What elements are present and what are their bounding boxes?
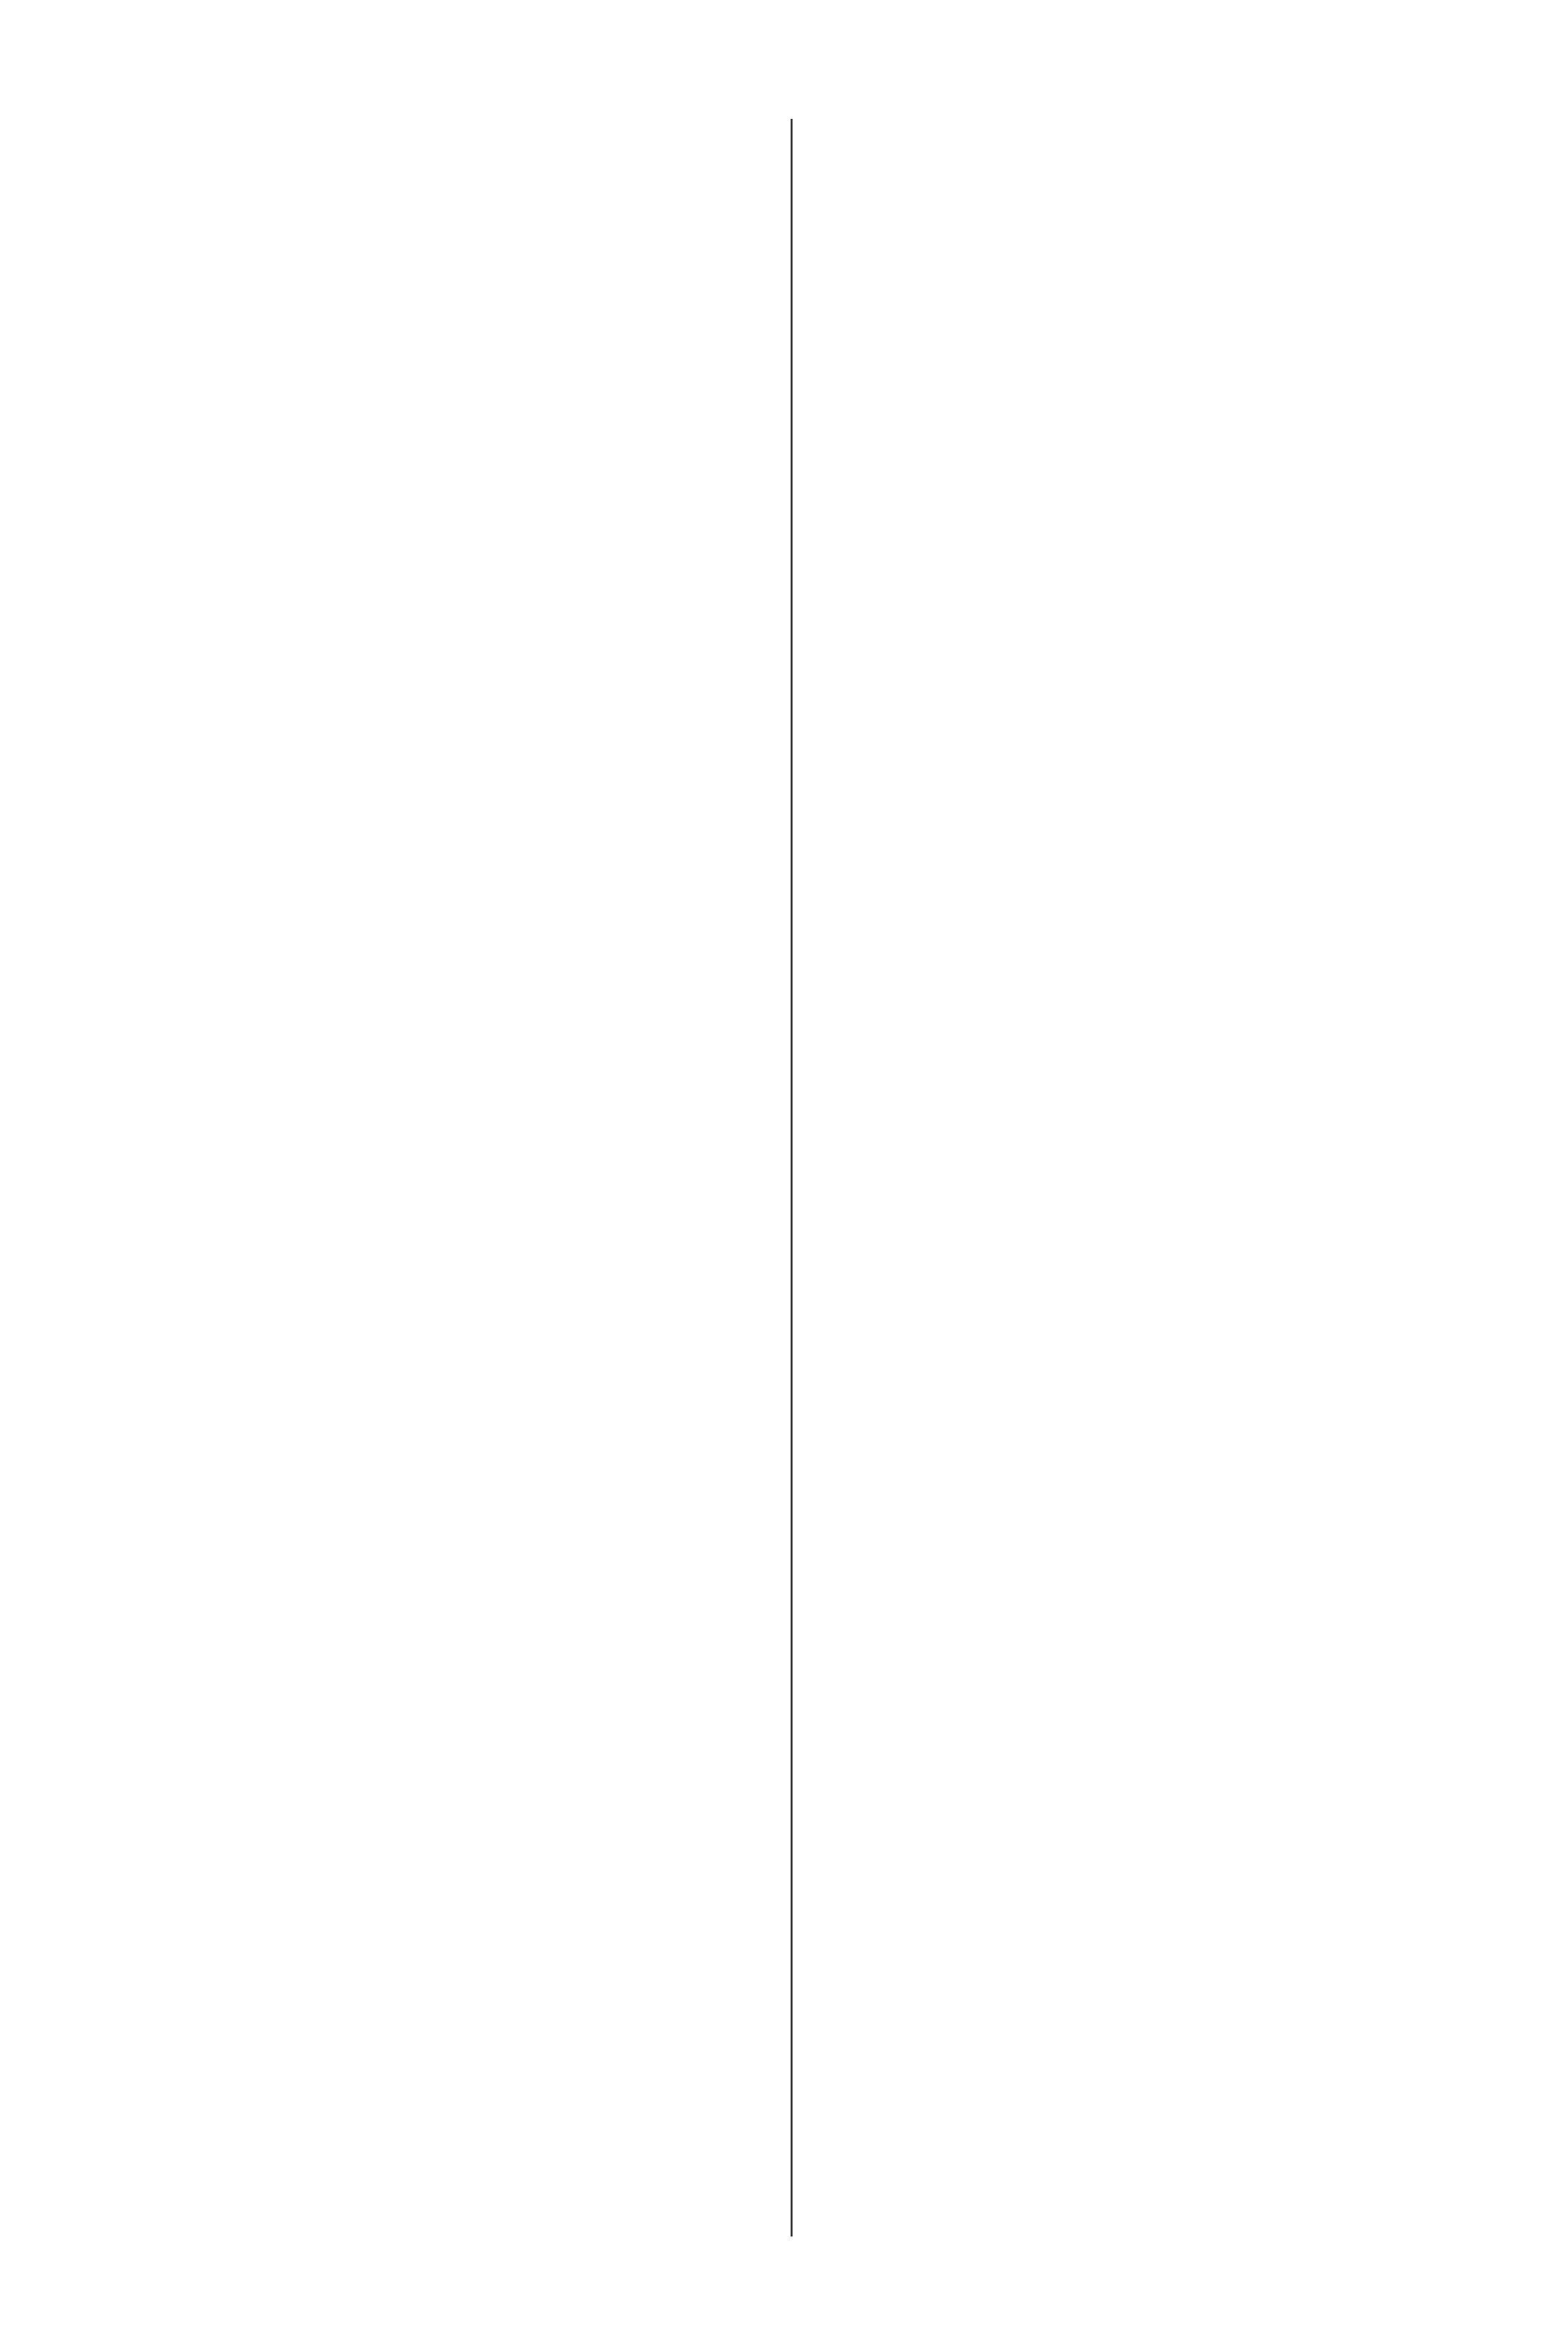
column-divider <box>791 119 793 2236</box>
page-number <box>0 2210 1568 2250</box>
